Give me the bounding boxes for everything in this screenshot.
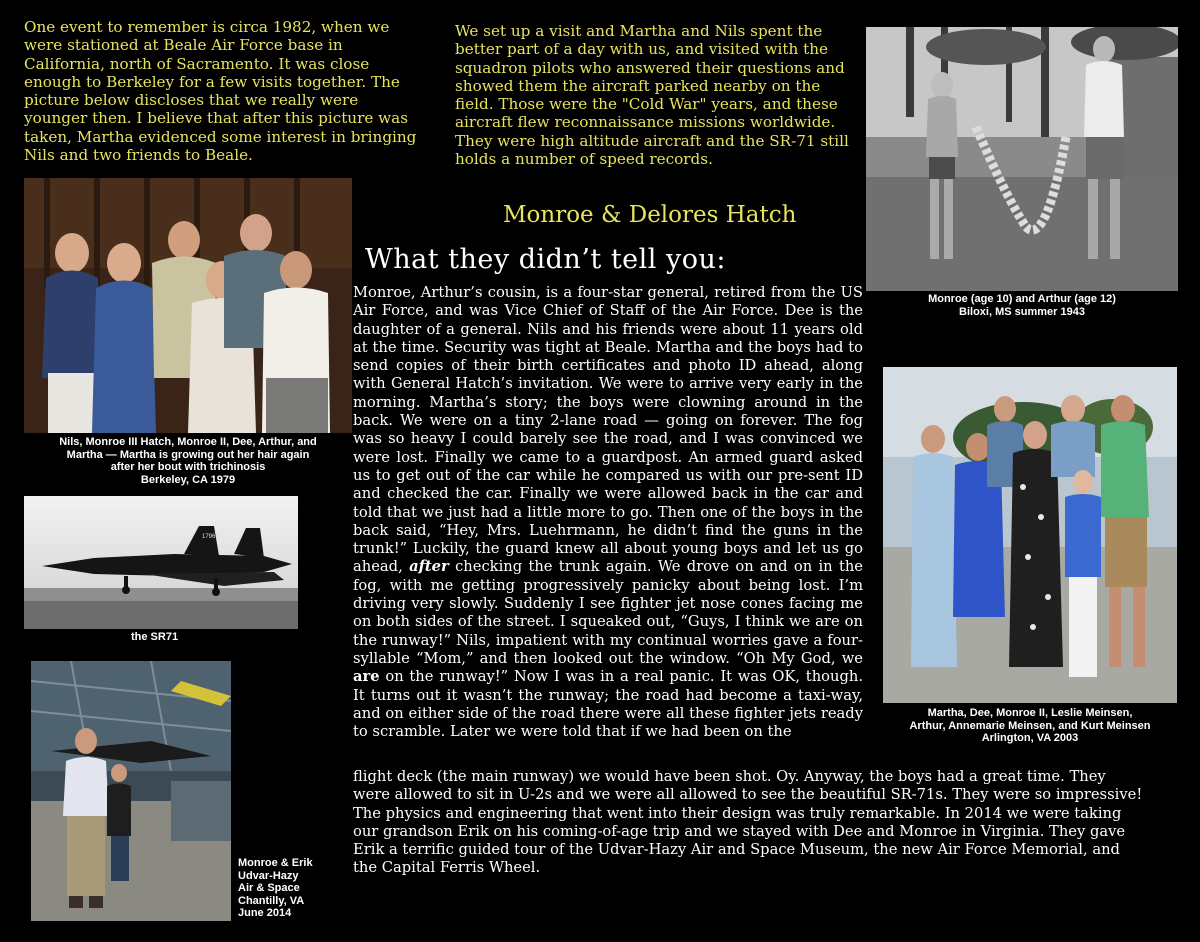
caption-berkeley-line: Martha — Martha is growing out her hair again [66,448,310,461]
caption-berkeley-line: after her bout with trichinosis [110,461,266,473]
story-emphasis-after: after [409,558,449,576]
berkeley-group-photo [24,178,352,433]
story-heading: What they didn’t tell you: [365,244,727,275]
caption-biloxi-line: Biloxi, MS summer 1943 [959,305,1085,318]
arlington-group-photo [883,367,1177,703]
biloxi-photo [866,27,1178,291]
caption-udvar-line: Chantilly, VA [238,894,305,907]
caption-udvar-line: June 2014 [238,907,292,919]
caption-arlington [876,707,1184,745]
intro-right-paragraph: We set up a visit and Martha and Nils spent the better part of a day with us, and visited with the squadron pilots who answered their questions and showed them the aircraft parked nearby on the field. Those were the "Cold War" years, and these aircraft flew reconnaissance missions worldwide. They were high altitude aircraft and the SR-71 still holds a number of speed records. [455,22,849,169]
story-body-column [353,284,863,741]
sr71-photo [24,496,298,629]
story-text-1: Monroe, Arthur’s cousin, is a four-star general, retired from the US Air Force, and was Vice Chief of Staff of the Air Force. Dee is the daughter of a general. Nils and his friends were about 11 years old at the time. Security was tight at Beale. Martha and the boys had to send copies of their birth certificates and photo ID ahead, along with General Hatch’s invitation. We were to arrive very early in the morning. Martha’s story; the boys were clowning around in the back. We were on a tiny 2-lane road — going on forever. The fog was so heavy I could barely see the road, and I was convinced we were lost. Finally we came to a guardpost. An armed guard asked us to get out of the car while he compared us with our pre-sent ID and checked the car. Finally we were allowed back in the car and told that we just had a little more to go. Then one of the boys in the back said, “Hey, Mrs. Luehrmann, he didn’t find the guns in the trunk!” Luckily, the guard knew all about young boys and let us go ahead, [353,284,863,576]
caption-berkeley-line: Berkeley, CA 1979 [140,473,236,486]
caption-udvar [238,857,313,920]
caption-arlington-line: Arthur, Annemarie Meinsen, and Kurt Meinsen [909,719,1151,732]
caption-arlington-line: Martha, Dee, Monroe II, Leslie Meinsen, [927,707,1133,719]
story-body-wide: flight deck (the main runway) we would have been shot. Oy. Anyway, the boys had a great time. They were allowed to sit in U-2s and we were all allowed to see the beautiful SR-71s. They were so impressive! The physics and engineering that went into their design was truly remarkable. In 2014 we were taking our grandson Erik on his coming-of-age trip and we stayed with Dee and Monroe in Virginia. They gave Erik a terrific guided tour of the Udvar-Hazy Air and Space Museum, the new Air Force Memorial, and the Capital Ferris Wheel. [353,768,1143,877]
caption-berkeley [18,436,358,486]
story-text-3: on the runway!” Now I was in a real panic. It was OK, though. It turns out it wasn’t the runway; the road had become a taxi-way, and on either side of the road there were all these fighter jets ready to scramble. Later we were told that if we had been on the [353,668,863,741]
author-names: Monroe & Delores Hatch [503,202,797,228]
sr71-tail-number: 17969 [202,534,219,540]
caption-arlington-line: Arlington, VA 2003 [981,732,1079,744]
udvar-hazy-photo [31,661,231,921]
story-text-2: checking the trunk again. We drove on and on in the fog, with me getting progressively panicky about being lost. I’m driving very slowly. Suddenly I see fighter jet nose cones facing me on both sides of the street. I squeaked out, “Guys, I think we are on the runway!” Nils, impatient with my continual worries gave a four-syllable “Mom,” and then looked out the window. “Oh My God, we [353,558,863,667]
caption-berkeley-line: Nils, Monroe III Hatch, Monroe II, Dee, Arthur, and [59,436,317,448]
caption-udvar-line: Monroe & Erik [238,857,313,869]
caption-udvar-line: Udvar-Hazy [238,869,299,882]
caption-biloxi-line: Monroe (age 10) and Arthur (age 12) [928,293,1116,305]
intro-left-paragraph: One event to remember is circa 1982, when we were stationed at Beale Air Force base in California, north of Sacramento. It was close enough to Berkeley for a few visits together. The picture below discloses that we really were younger then. I believe that after this picture was taken, Martha evidenced some interest in bringing Nils and two friends to Beale. [24,18,417,165]
caption-biloxi [866,293,1178,318]
story-emphasis-are: are [353,668,380,686]
caption-sr71: the SR71 [131,631,179,643]
caption-udvar-line: Air & Space [238,882,300,894]
